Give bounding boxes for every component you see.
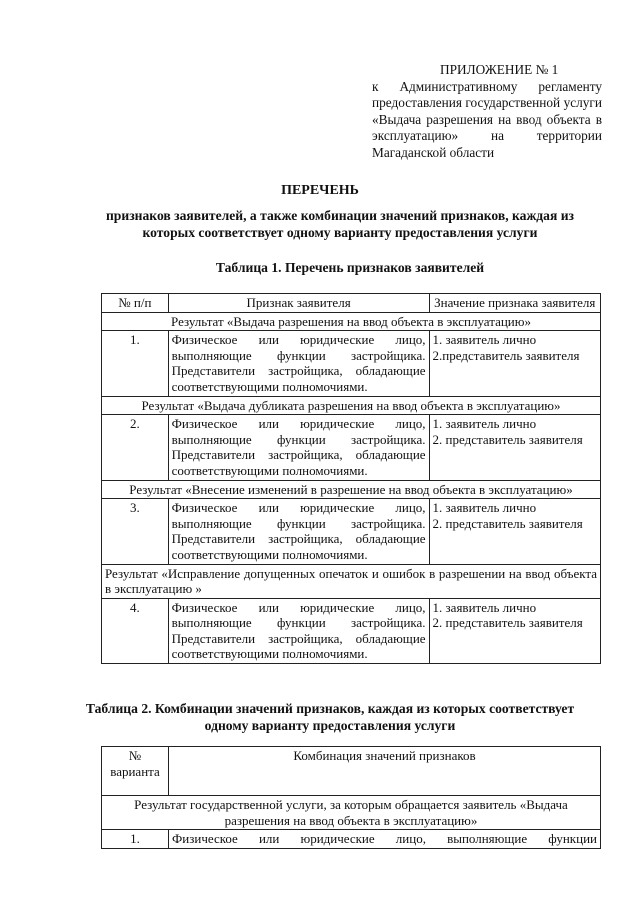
row-sign: Физическое или юридические лицо, выполняющие функции застройщика. Представители застройщика, обладающие соответствующими полномочиями. <box>168 415 429 480</box>
table2-caption: Таблица 2. Комбинации значений признаков, каждая из которых соответствует одному варианту предоставления услуги <box>85 701 575 733</box>
table2 <box>101 746 601 849</box>
table1-result-row <box>102 564 601 598</box>
table1-result-row <box>102 480 601 499</box>
annex-block <box>372 62 602 162</box>
document-subtitle: признаков заявителей, а также комбинации значений признаков, каждая из которых соответствует одному варианту предоставления услуги <box>105 208 575 240</box>
value-2: 2. представитель заявителя <box>432 615 583 631</box>
table2-header-num: № варианта <box>102 747 169 796</box>
table1-header-sign: Признак заявителя <box>168 294 429 313</box>
row-num: 1. <box>102 830 169 849</box>
value-2: 2. представитель заявителя <box>432 515 583 531</box>
table1-caption: Таблица 1. Перечень признаков заявителей <box>215 260 485 275</box>
table1-result-3: Результат «Внесение изменений в разрешение на ввод объекта в эксплуатацию» <box>102 480 601 499</box>
value-1: 1. заявитель лично <box>432 416 537 432</box>
table-row <box>102 415 601 480</box>
row-combo: Физическое или юридические лицо, выполняющие функции <box>169 830 601 849</box>
document-title: ПЕРЕЧЕНЬ <box>281 183 359 198</box>
row-sign: Физическое или юридические лицо, выполняющие функции застройщика. Представители застройщика, обладающие соответствующими полномочиями. <box>168 598 429 663</box>
table2-result-row <box>102 796 601 830</box>
table1-result-row <box>102 312 601 331</box>
value-1: 1. заявитель лично <box>432 599 537 615</box>
table2-header-combo: Комбинация значений признаков <box>169 747 601 796</box>
row-num: 4. <box>102 598 169 663</box>
table1-header-row <box>102 294 601 313</box>
row-values <box>429 415 600 480</box>
table2-result: Результат государственной услуги, за которым обращается заявитель «Выдача разрешения на ввод объекта в эксплуатацию» <box>102 796 601 830</box>
table1-result-2: Результат «Выдача дубликата разрешения на ввод объекта в эксплуатацию» <box>102 396 601 415</box>
row-num: 1. <box>102 331 169 396</box>
annex-text: к Административному регламенту предоставления государственной услуги «Выдача разрешения на ввод объекта в эксплуатацию» на территории Магаданской области <box>372 78 602 160</box>
table-row <box>102 331 601 396</box>
value-1: 1. заявитель лично <box>432 500 537 516</box>
table-row <box>102 499 601 564</box>
row-sign: Физическое или юридические лицо, выполняющие функции застройщика. Представители застройщика, обладающие соответствующими полномочиями. <box>168 499 429 564</box>
table1-header-num: № п/п <box>102 294 169 313</box>
table2-header-row <box>102 747 601 796</box>
row-num: 3. <box>102 499 169 564</box>
row-num: 2. <box>102 415 169 480</box>
table-row <box>102 830 601 849</box>
table1-result-4: Результат «Исправление допущенных опечаток и ошибок в разрешении на ввод объекта в эксплуатацию » <box>102 564 601 598</box>
value-2: 2. представитель заявителя <box>432 431 583 447</box>
table1-result-row <box>102 396 601 415</box>
value-2: 2.представитель заявителя <box>432 347 580 363</box>
value-1: 1. заявитель лично <box>432 332 537 348</box>
annex-heading: ПРИЛОЖЕНИЕ № 1 <box>440 62 559 77</box>
table1-result-1: Результат «Выдача разрешения на ввод объекта в эксплуатацию» <box>102 312 601 331</box>
table-row <box>102 598 601 663</box>
row-values <box>429 598 600 663</box>
table1 <box>101 293 601 664</box>
row-values <box>429 331 600 396</box>
table1-header-value: Значение признака заявителя <box>429 294 600 313</box>
row-sign: Физическое или юридические лицо, выполняющие функции застройщика. Представители застройщика, обладающие соответствующими полномочиями. <box>168 331 429 396</box>
row-values <box>429 499 600 564</box>
